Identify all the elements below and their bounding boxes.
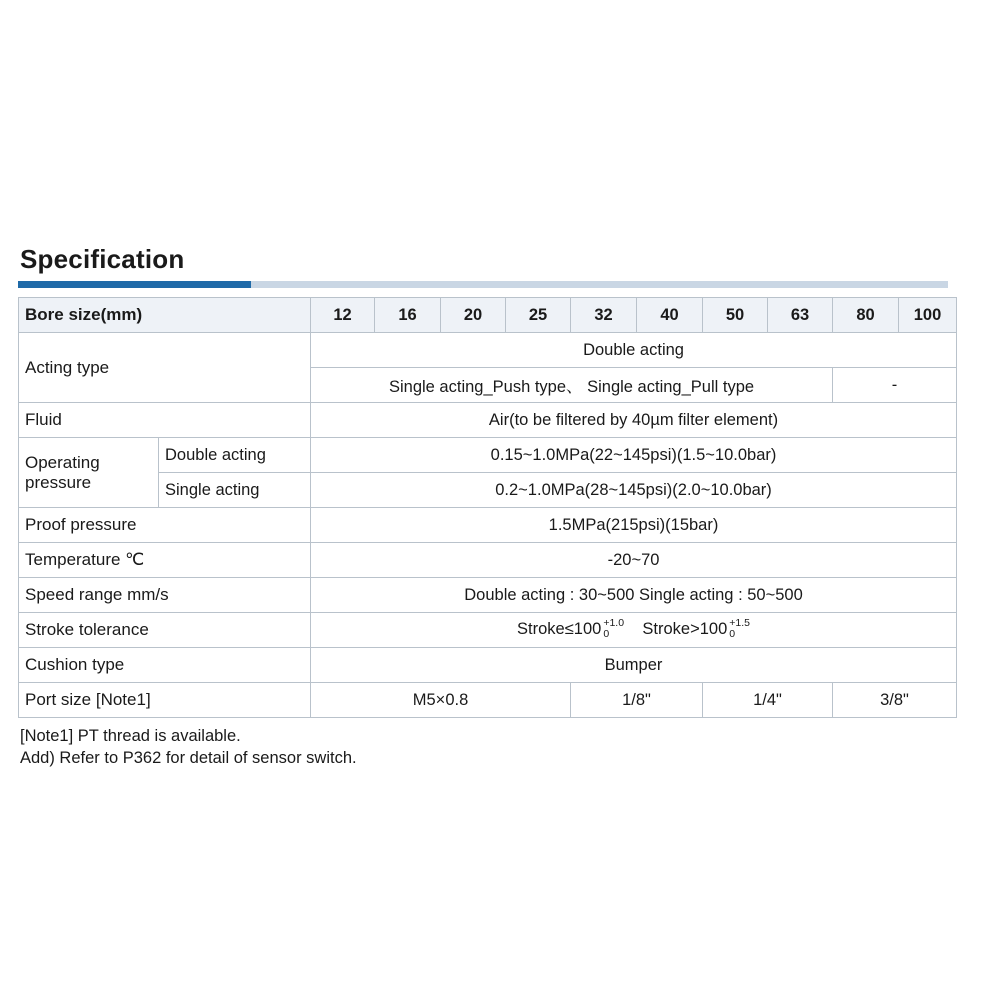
sub-label-double-acting: Double acting: [159, 438, 311, 473]
cell-port-size-1: M5×0.8: [311, 683, 571, 718]
table-row-proof-pressure: [19, 508, 957, 543]
sub-label-single-acting: Single acting: [159, 473, 311, 508]
title-underline-accent: [18, 281, 251, 288]
table-row-port-size: [19, 683, 957, 718]
cell-port-size-3: 1/4": [703, 683, 833, 718]
cell-speed-range-value: Double acting : 30~500 Single acting : 50~500: [311, 578, 957, 613]
cell-port-size-4: 3/8": [833, 683, 957, 718]
header-size-40: 40: [637, 298, 703, 333]
title-underline: [18, 281, 948, 288]
row-label-stroke-tolerance: Stroke tolerance: [19, 613, 311, 648]
stroke-tolerance-a-limits: [603, 618, 624, 639]
note-1: [Note1] PT thread is available.: [20, 727, 241, 745]
stroke-tolerance-a-upper: +1.0: [603, 617, 625, 630]
header-size-63: 63: [768, 298, 833, 333]
table-row-operating-pressure-double: [19, 438, 957, 473]
row-label-operating-pressure-line2: pressure: [25, 472, 92, 492]
header-size-80: 80: [833, 298, 899, 333]
header-size-12: 12: [311, 298, 375, 333]
table-row-acting-type-double: [19, 333, 957, 368]
cell-double-acting: Double acting: [311, 333, 957, 368]
cell-port-size-2: 1/8": [571, 683, 703, 718]
stroke-tolerance-b-limits: [729, 618, 750, 639]
cell-fluid-value: Air(to be filtered by 40µm filter element): [311, 403, 957, 438]
row-label-cushion-type: Cushion type: [19, 648, 311, 683]
specification-table: [18, 297, 957, 718]
cell-cushion-type-value: Bumper: [311, 648, 957, 683]
table-row-speed-range: [19, 578, 957, 613]
row-label-port-size: Port size [Note1]: [19, 683, 311, 718]
header-size-50: 50: [703, 298, 768, 333]
table-row-fluid: [19, 403, 957, 438]
cell-operating-pressure-single: 0.2~1.0MPa(28~145psi)(2.0~10.0bar): [311, 473, 957, 508]
row-label-temperature: Temperature ℃: [19, 543, 311, 578]
header-bore-size-label: Bore size(mm): [19, 298, 311, 333]
header-size-100: 100: [899, 298, 957, 333]
row-label-operating-pressure: [19, 438, 159, 508]
header-size-16: 16: [375, 298, 441, 333]
header-size-20: 20: [441, 298, 506, 333]
cell-single-acting-types: Single acting_Push type、 Single acting_Pull type: [311, 368, 833, 403]
table-notes: [18, 725, 948, 770]
specification-section: [18, 244, 948, 770]
stroke-tolerance-a-lower: 0: [603, 628, 610, 640]
table-row-stroke-tolerance: [19, 613, 957, 648]
table-row-header: [19, 298, 957, 333]
header-size-25: 25: [506, 298, 571, 333]
row-label-acting-type: Acting type: [19, 333, 311, 403]
stroke-tolerance-b-lower: 0: [729, 628, 736, 640]
row-label-proof-pressure: Proof pressure: [19, 508, 311, 543]
cell-single-acting-na: -: [833, 368, 957, 403]
stroke-tolerance-a-text: Stroke≤100: [517, 620, 602, 639]
note-2: Add) Refer to P362 for detail of sensor switch.: [20, 749, 357, 768]
stroke-tolerance-b-text: Stroke>100: [642, 620, 728, 639]
cell-proof-pressure-value: 1.5MPa(215psi)(15bar): [311, 508, 957, 543]
row-label-fluid: Fluid: [19, 403, 311, 438]
cell-stroke-tolerance-value: [311, 613, 957, 648]
stroke-tolerance-b-upper: +1.5: [729, 617, 750, 630]
row-label-operating-pressure-line1: Operating: [25, 452, 100, 472]
table-row-cushion-type: [19, 648, 957, 683]
table-row-operating-pressure-single: [19, 473, 957, 508]
cell-temperature-value: -20~70: [311, 543, 957, 578]
section-title: Specification: [20, 244, 185, 274]
row-label-speed-range: Speed range mm/s: [19, 578, 311, 613]
cell-operating-pressure-double: 0.15~1.0MPa(22~145psi)(1.5~10.0bar): [311, 438, 957, 473]
table-row-temperature: [19, 543, 957, 578]
header-size-32: 32: [571, 298, 637, 333]
